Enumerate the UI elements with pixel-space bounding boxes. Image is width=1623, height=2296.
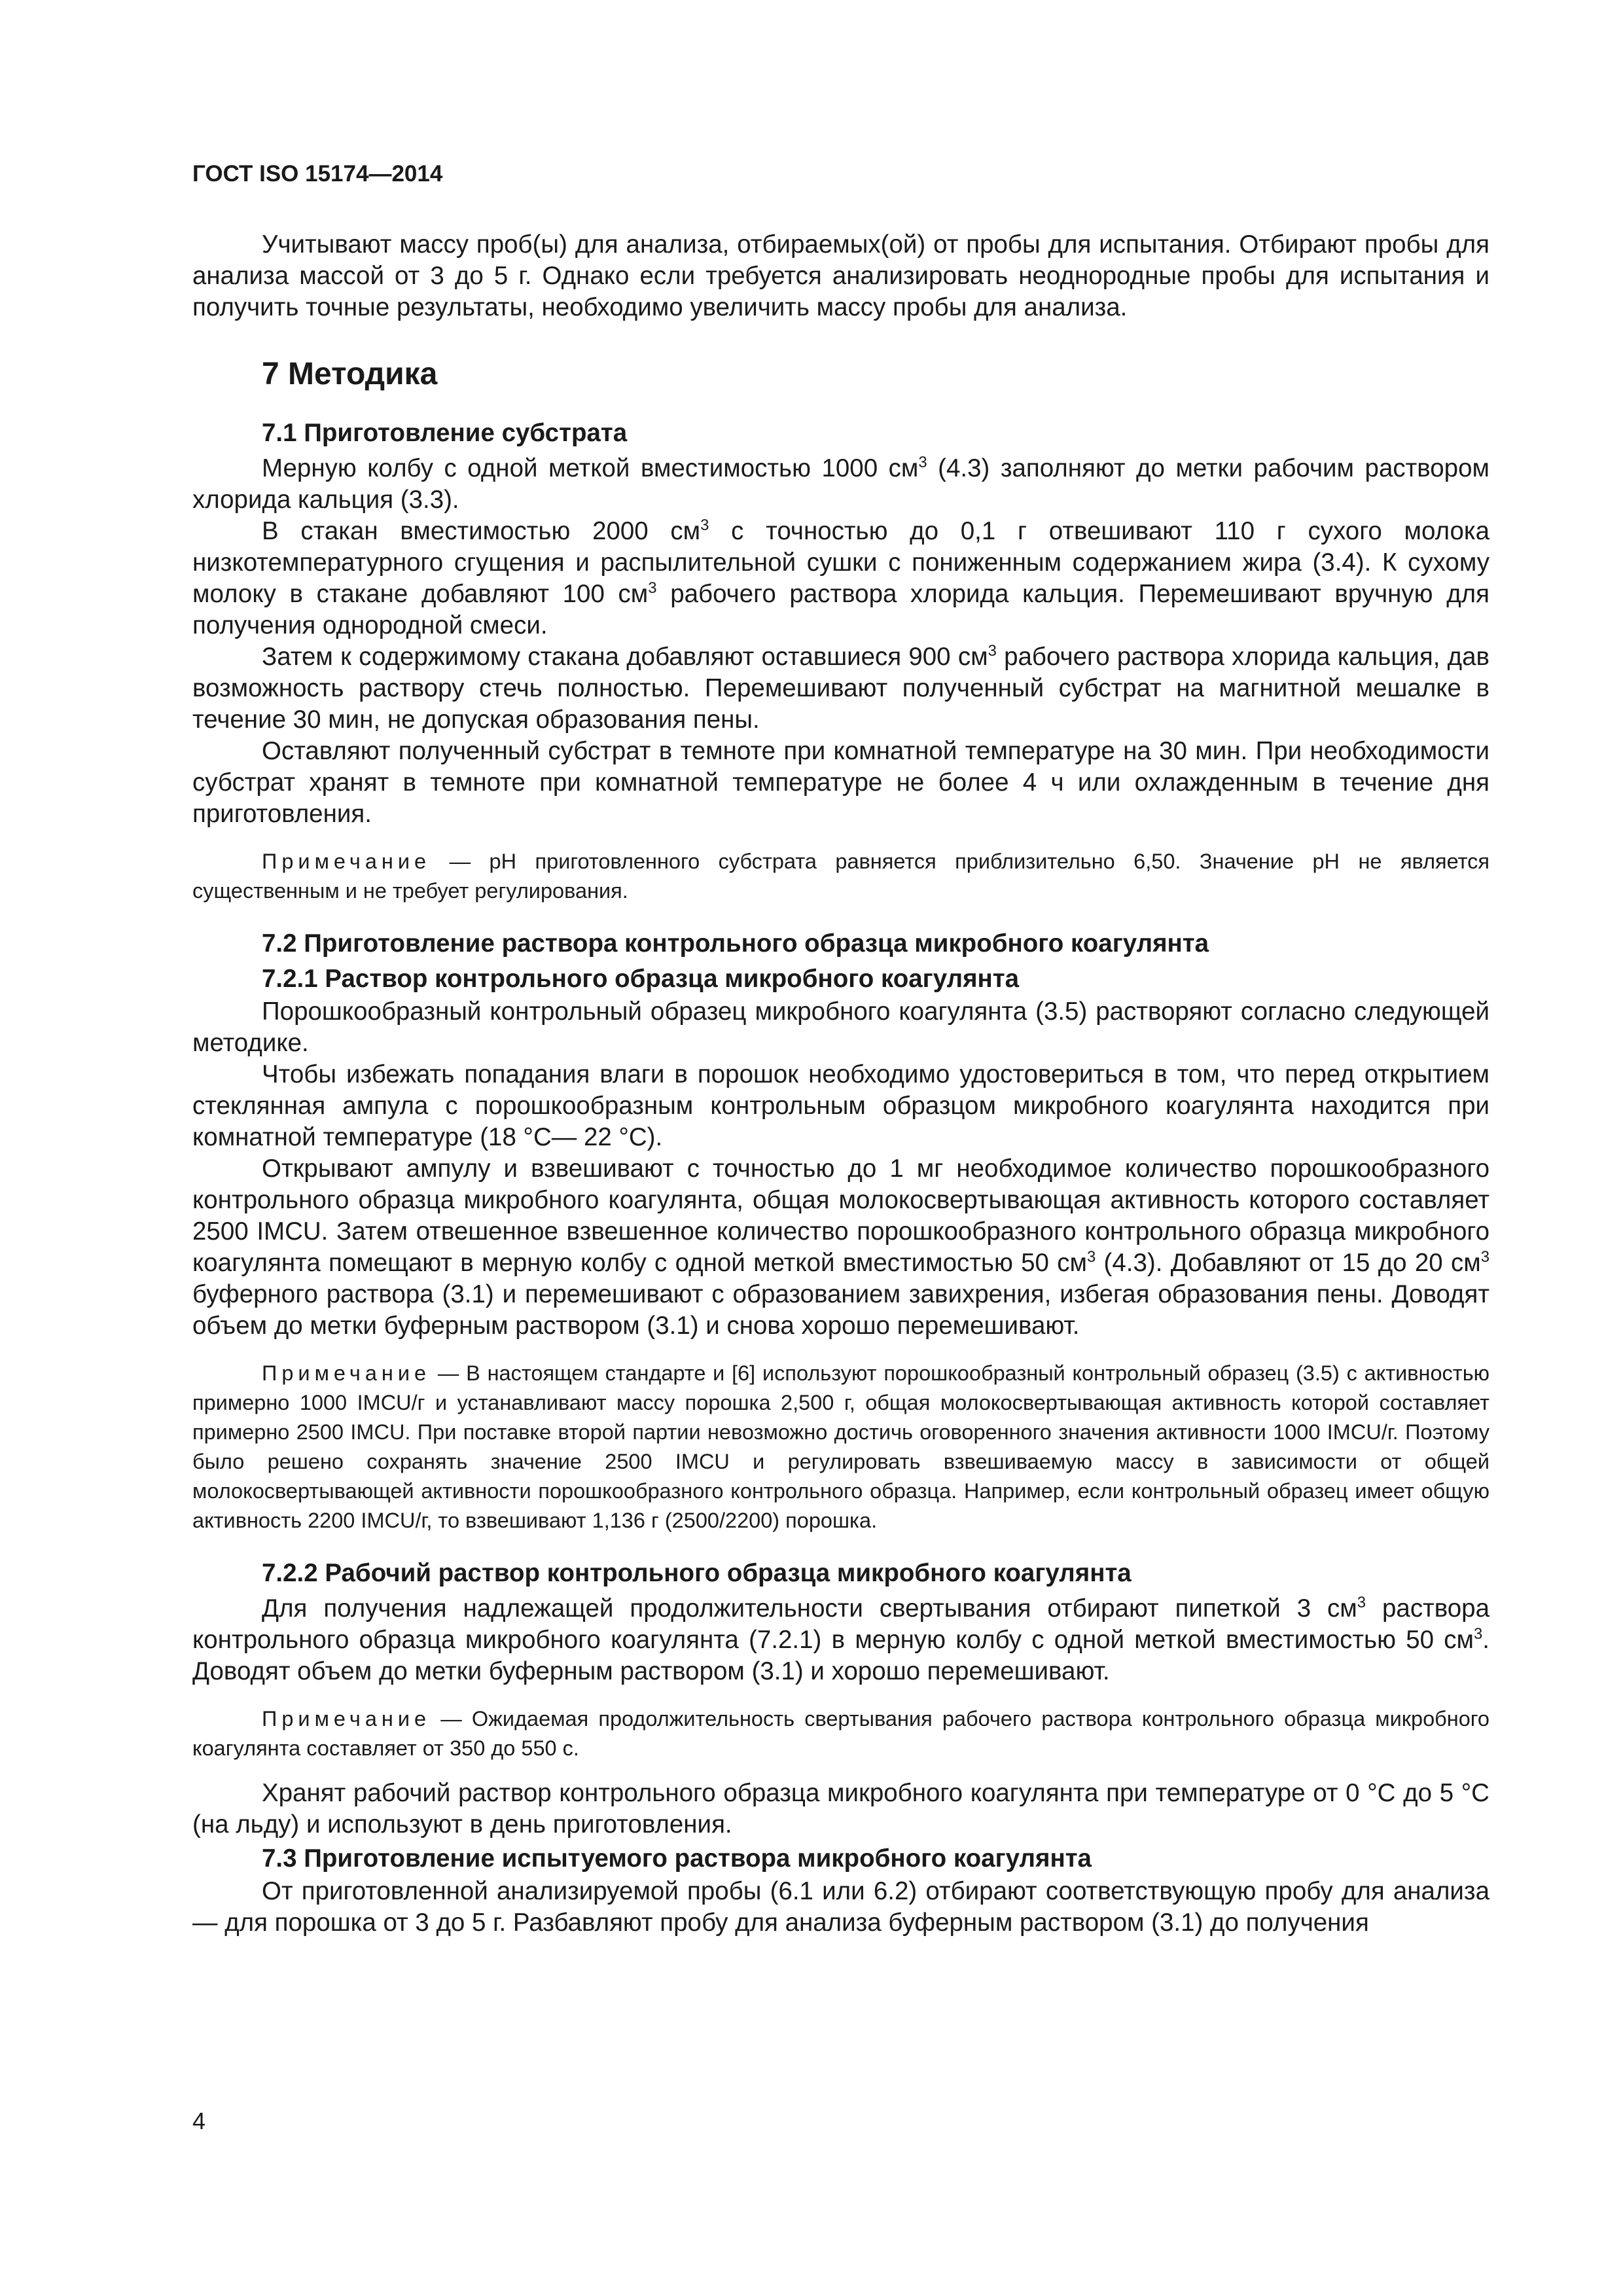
section-7-2-2-heading: 7.2.2 Рабочий раствор контрольного образца микробного коагулянта [262, 1559, 1132, 1587]
note-7-2-2: Примечание — Ожидаемая продолжительность свертывания рабочего раствора контрольного образца микробного коагулянта составляет от 350 до 550 с. [192, 1707, 1490, 1760]
paragraph-7-1-2: В стакан вместимостью 2000 $см^3$ с точностью до 0,1 г отвешивают 110 г сухого молока низкотемпературного сгущения и распылительной сушки с пониженным содержанием жира (3.4). К сухому молоку в стакане добавляют 100 $см^3$ рабочего раствора хлорида кальция. Перемешивают вручную для получения однородной смеси. [192, 516, 1489, 639]
paragraph-7-1-1: Мерную колбу с одной меткой вместимостью 1000 $см^3$ (4.3) заполняют до метки рабочим раствором хлорида кальция (3.3). [192, 454, 1489, 514]
section-7-2-heading: 7.2 Приготовление раствора контрольного образца микробного коагулянта [262, 929, 1209, 958]
note-label: Примечание [262, 1361, 431, 1385]
document-header: ГОСТ ISO 15174—2014 [192, 161, 443, 187]
section-7-3-heading: 7.3 Приготовление испытуемого раствора микробного коагулянта [262, 1844, 1092, 1873]
paragraph-7-2-2-1: Для получения надлежащей продолжительности свертывания отбирают пипеткой 3 $см^3$ раствора контрольного образца микробного коагулянта (7.2.1) в мерную колбу с одной меткой вместимостью 50 $см^3$. Доводят объем до метки буферным раствором (3.1) и хорошо перемешивают. [192, 1594, 1489, 1685]
paragraph-7-2-1-2: Чтобы избежать попадания влаги в порошок необходимо удостовериться в том, что перед открытием стеклянная ампула с порошкообразным контрольным образцом микробного коагулянта находится при комнатной температуре (18 °C— 22 °C). [192, 1060, 1489, 1151]
note-label: Примечание [262, 1707, 431, 1731]
intro-paragraph: Учитывают массу проб(ы) для анализа, отбираемых(ой) от пробы для испытания. Отбирают пробы для анализа массой от 3 до 5 г. Однако если требуется анализировать неоднородные пробы для испытания и получить точные результаты, необходимо увеличить массу пробы для анализа. [192, 230, 1489, 321]
paragraph-7-1-3: Затем к содержимому стакана добавляют оставшиеся 900 $см^3$ рабочего раствора хлорида кальция, дав возможность раствору стечь полностью. Перемешивают полученный субстрат на магнитной мешалке в течение 30 мин, не допуская образования пены. [192, 642, 1490, 734]
paragraph-7-2-1-3: Открывают ампулу и взвешивают с точностью до 1 мг необходимое количество порошкообразного контрольного образца микробного коагулянта, общая молокосвертывающая активность которого составляет 2500 IMCU. Затем отвешенное взвешенное количество порошкообразного контрольного образца микробного коагулянта помещают в мерную колбу с одной меткой вместимостью 50 $см^3$ (4.3). Добавляют от 15 до 20 $см^3$ буферного раствора (3.1) и перемешивают с образованием завихрения, избегая образования пены. Доводят объем до метки буферным раствором (3.1) и снова хорошо перемешивают. [192, 1155, 1489, 1340]
paragraph-7-3-1: От приготовленной анализируемой пробы (6.1 или 6.2) отбирают соответствующую пробу для анализа — для порошка от 3 до 5 г. Разбавляют пробу для анализа буферным раствором (3.1) до получения [192, 1877, 1489, 1937]
page-number: 4 [192, 2108, 206, 2134]
paragraph-7-1-4: Оставляют полученный субстрат в темноте при комнатной температуре на 30 мин. При необходимости субстрат хранят в темноте при комнатной температуре не более 4 ч или охлажденным в течение дня приготовления. [192, 737, 1489, 828]
section-7-2-1-heading: 7.2.1 Раствор контрольного образца микробного коагулянта [262, 965, 1020, 993]
paragraph-7-2-1-1: Порошкообразный контрольный образец микробного коагулянта (3.5) растворяют согласно следующей методике. [192, 997, 1489, 1057]
note-label: Примечание [262, 850, 431, 873]
section-7-1-heading: 7.1 Приготовление субстрата [262, 419, 628, 447]
note-7-2-1: Примечание — В настоящем стандарте и [6] используют порошкообразный контрольный образец (3.5) с активностью примерно 1000 IMCU/г и устанавливают массу порошка 2,500 г, общая молокосвертывающая активность которой составляет примерно 2500 IMCU. При поставке второй партии невозможно достичь оговоренного значения активности 1000 IMCU/г. Поэтому было решено сохранять значение 2500 IMCU и регулировать взвешиваемую массу в зависимости от общей молокосвертывающей активности порошкообразного контрольного образца. Например, если контрольный образец имеет общую активность 2200 IMCU/г, то взвешивают 1,136 г (2500/2200) порошка. [192, 1361, 1490, 1532]
page-content [192, 229, 1489, 1939]
note-7-1: Примечание — рН приготовленного субстрата равняется приблизительно 6,50. Значение рН не является существенным и не требует регулирования. [192, 850, 1489, 903]
section-7-heading: 7 Методика [262, 357, 438, 391]
paragraph-7-2-2-2: Хранят рабочий раствор контрольного образца микробного коагулянта при температуре от 0 °С до 5 °С (на льду) и используют в день приготовления. [192, 1779, 1489, 1839]
